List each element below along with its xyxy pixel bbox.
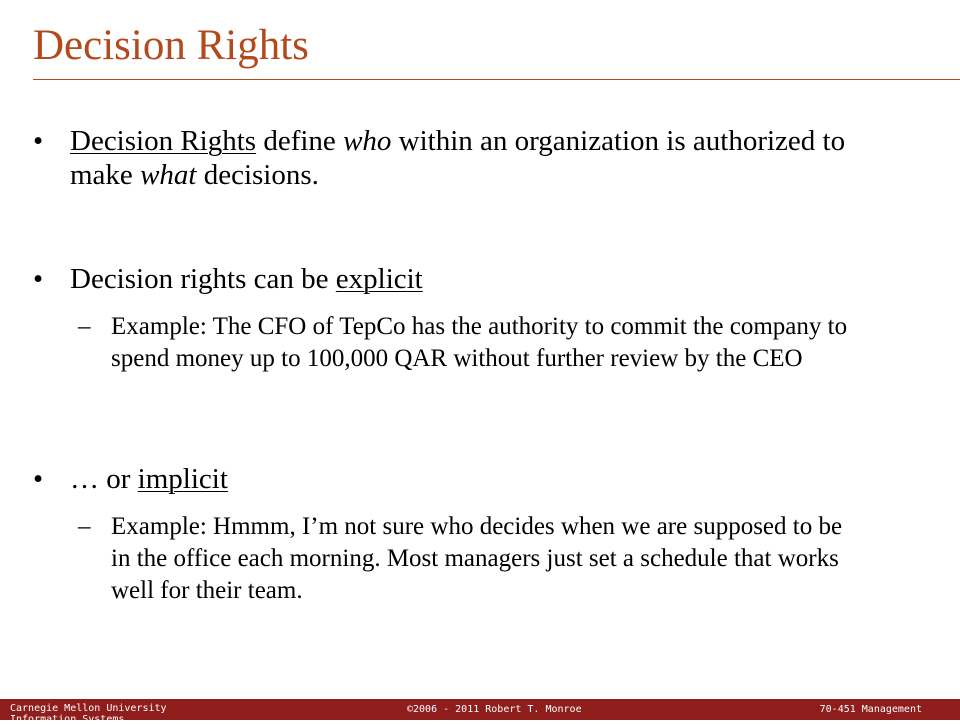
- bullet-marker: •: [33, 125, 44, 157]
- footer-copyright: ©2006 - 2011 Robert T. Monroe: [407, 704, 582, 715]
- emphasis-who: who: [343, 125, 392, 157]
- text-segment: Decision rights can be: [70, 263, 336, 295]
- bullet-text: [70, 262, 870, 296]
- sub-bullet-marker: –: [78, 513, 91, 540]
- term-explicit: explicit: [335, 263, 423, 295]
- sub-bullet-text: Example: Hmmm, I’m not sure who decides when we are supposed to be in the office each morning. Most managers just set a schedule that works well for their team.: [111, 513, 843, 604]
- text-segment: within an organization is authorized to make: [70, 125, 846, 191]
- text-segment: … or: [70, 463, 138, 495]
- footer-bar: [0, 699, 960, 725]
- bullet-marker: •: [33, 463, 44, 495]
- slide-title: Decision Rights: [33, 22, 309, 69]
- bullet-text: [70, 124, 870, 192]
- text-segment: decisions.: [196, 159, 319, 191]
- bullet-marker: •: [33, 263, 44, 295]
- emphasis-what: what: [140, 159, 197, 191]
- footer-course: 70-451 Management: [819, 704, 922, 715]
- footer-institution: Carnegie Mellon University Information Systems: [10, 703, 167, 725]
- bullet-text: [70, 462, 870, 496]
- sub-bullet-marker: –: [78, 313, 91, 340]
- term-decision-rights: Decision Rights: [70, 125, 257, 157]
- text-segment: define: [256, 125, 344, 157]
- term-implicit: implicit: [137, 463, 228, 495]
- sub-bullet-text: Example: The CFO of TepCo has the authority to commit the company to spend money up to 100,000 QAR without further review by the CEO: [111, 313, 848, 372]
